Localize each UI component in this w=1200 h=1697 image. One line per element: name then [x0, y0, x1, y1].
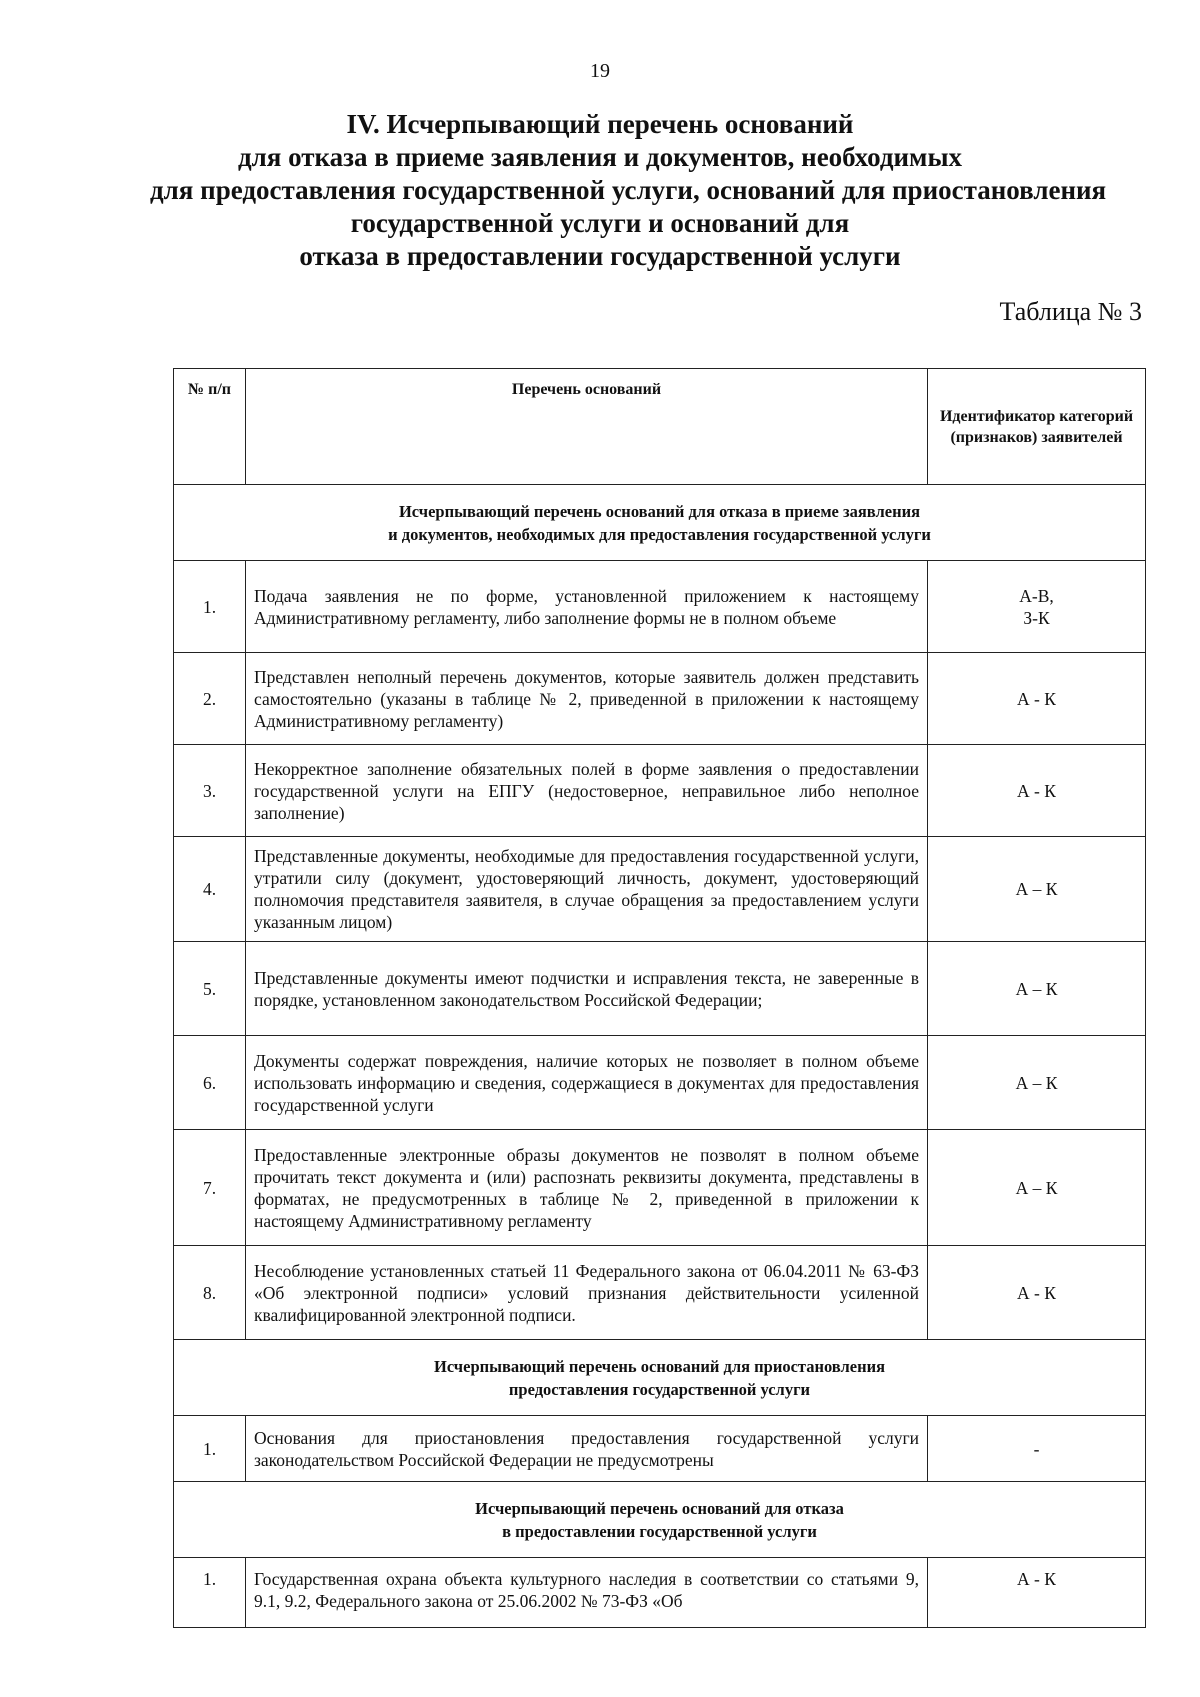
section-title-line: в предоставлении государственной услуги [502, 1521, 817, 1541]
table-row [174, 837, 1146, 942]
table-row [174, 561, 1146, 653]
row-category-id: А – К [928, 837, 1146, 942]
row-category-id: А - К [928, 1558, 1146, 1628]
table-header-row [174, 369, 1146, 485]
row-ground-text: Представлен неполный перечень документов, которые заявитель должен представить самостоятельно (указаны в таблице № 2, приведенной в приложении к настоящему Административному регламенту) [246, 653, 928, 745]
section-heading [150, 108, 1107, 273]
section-title-line: Исчерпывающий перечень оснований для приостановления [433, 1356, 886, 1376]
row-category-id [928, 561, 1146, 653]
row-ground-text: Основания для приостановления предоставления государственной услуги законодательством Российской Федерации не предусмотрены [246, 1416, 928, 1482]
page-number: 19 [590, 60, 610, 82]
heading-line-5: отказа в предоставлении государственной услуги [299, 241, 901, 271]
section-title-line: Исчерпывающий перечень оснований для отказа в приеме заявления [398, 501, 921, 521]
row-category-id: А – К [928, 1130, 1146, 1246]
row-category-id: А - К [928, 745, 1146, 837]
table-row [174, 745, 1146, 837]
section-title-suspension [174, 1340, 1146, 1416]
heading-line-1: IV. Исчерпывающий перечень оснований [346, 109, 854, 139]
row-category-id: А - К [928, 1246, 1146, 1340]
section-title-line: и документов, необходимых для предоставления государственной услуги [388, 524, 931, 544]
table-caption: Таблица № 3 [999, 297, 1142, 326]
row-number: 5. [174, 942, 246, 1036]
category-id-line: З-К [1023, 607, 1050, 628]
row-category-id: А – К [928, 1036, 1146, 1130]
table-row [174, 1558, 1146, 1628]
row-number: 2. [174, 653, 246, 745]
table-row [174, 653, 1146, 745]
table-row [174, 1246, 1146, 1340]
row-number: 8. [174, 1246, 246, 1340]
table-row [174, 1130, 1146, 1246]
row-category-id: - [928, 1416, 1146, 1482]
section-title-row [174, 1482, 1146, 1558]
section-title-row [174, 1340, 1146, 1416]
row-ground-text: Некорректное заполнение обязательных полей в форме заявления о предоставлении государственной услуги на ЕПГУ (недостоверное, неправильное либо неполное заполнение) [246, 745, 928, 837]
section-title-line: предоставления государственной услуги [508, 1379, 811, 1399]
row-ground-text: Подача заявления не по форме, установленной приложением к настоящему Административному регламенту, либо заполнение формы не в полном объеме [246, 561, 928, 653]
table-row [174, 1036, 1146, 1130]
row-ground-text: Представленные документы имеют подчистки и исправления текста, не заверенные в порядке, установленном законодательством Российской Федерации; [246, 942, 928, 1036]
row-ground-text: Государственная охрана объекта культурного наследия в соответствии со статьями 9, 9.1, 9.2, Федерального закона от 25.06.2002 № 73-ФЗ «Об [246, 1558, 928, 1628]
heading-line-4: государственной услуги и оснований для [350, 208, 850, 238]
grounds-table [173, 368, 1146, 1628]
row-ground-text: Представленные документы, необходимые для предоставления государственной услуги, утратили силу (документ, удостоверяющий личность, документ, удостоверяющий полномочия представителя заявителя, в случае обращения за предоставлением услуги указанным лицом) [246, 837, 928, 942]
row-number: 1. [174, 1416, 246, 1482]
row-number: 7. [174, 1130, 246, 1246]
heading-line-2: для отказа в приеме заявления и документов, необходимых [237, 142, 963, 172]
table-row [174, 1416, 1146, 1482]
row-ground-text: Предоставленные электронные образы документов не позволят в полном объеме прочитать текст документа и (или) распознать реквизиты документа, представлены в форматах, не предусмотренных в таблице № 2, приведенной в приложении к настоящему Административному регламенту [246, 1130, 928, 1246]
row-ground-text: Несоблюдение установленных статьей 11 Федерального закона от 06.04.2011 № 63-ФЗ «Об электронной подписи» условий признания действительности усиленной квалифицированной электронной подписи. [246, 1246, 928, 1340]
section-title-row [174, 485, 1146, 561]
header-applicant-category-id: Идентификатор категорий (признаков) заявителей [928, 369, 1146, 485]
section-title-refusal-acceptance [174, 485, 1146, 561]
row-number: 6. [174, 1036, 246, 1130]
row-category-id: А – К [928, 942, 1146, 1036]
row-number: 3. [174, 745, 246, 837]
table-row [174, 942, 1146, 1036]
row-number: 4. [174, 837, 246, 942]
section-title-refusal-service [174, 1482, 1146, 1558]
header-number: № п/п [174, 369, 246, 485]
header-grounds-list: Перечень оснований [246, 369, 928, 485]
row-category-id: А - К [928, 653, 1146, 745]
category-id-line: А-В, [1019, 585, 1054, 606]
row-ground-text: Документы содержат повреждения, наличие которых не позволяет в полном объеме использовать информацию и сведения, содержащиеся в документах для предоставления государственной услуги [246, 1036, 928, 1130]
row-number: 1. [174, 1558, 246, 1628]
row-number: 1. [174, 561, 246, 653]
section-title-line: Исчерпывающий перечень оснований для отказа [475, 1498, 844, 1518]
heading-line-3: для предоставления государственной услуги, оснований для приостановления [150, 175, 1107, 205]
